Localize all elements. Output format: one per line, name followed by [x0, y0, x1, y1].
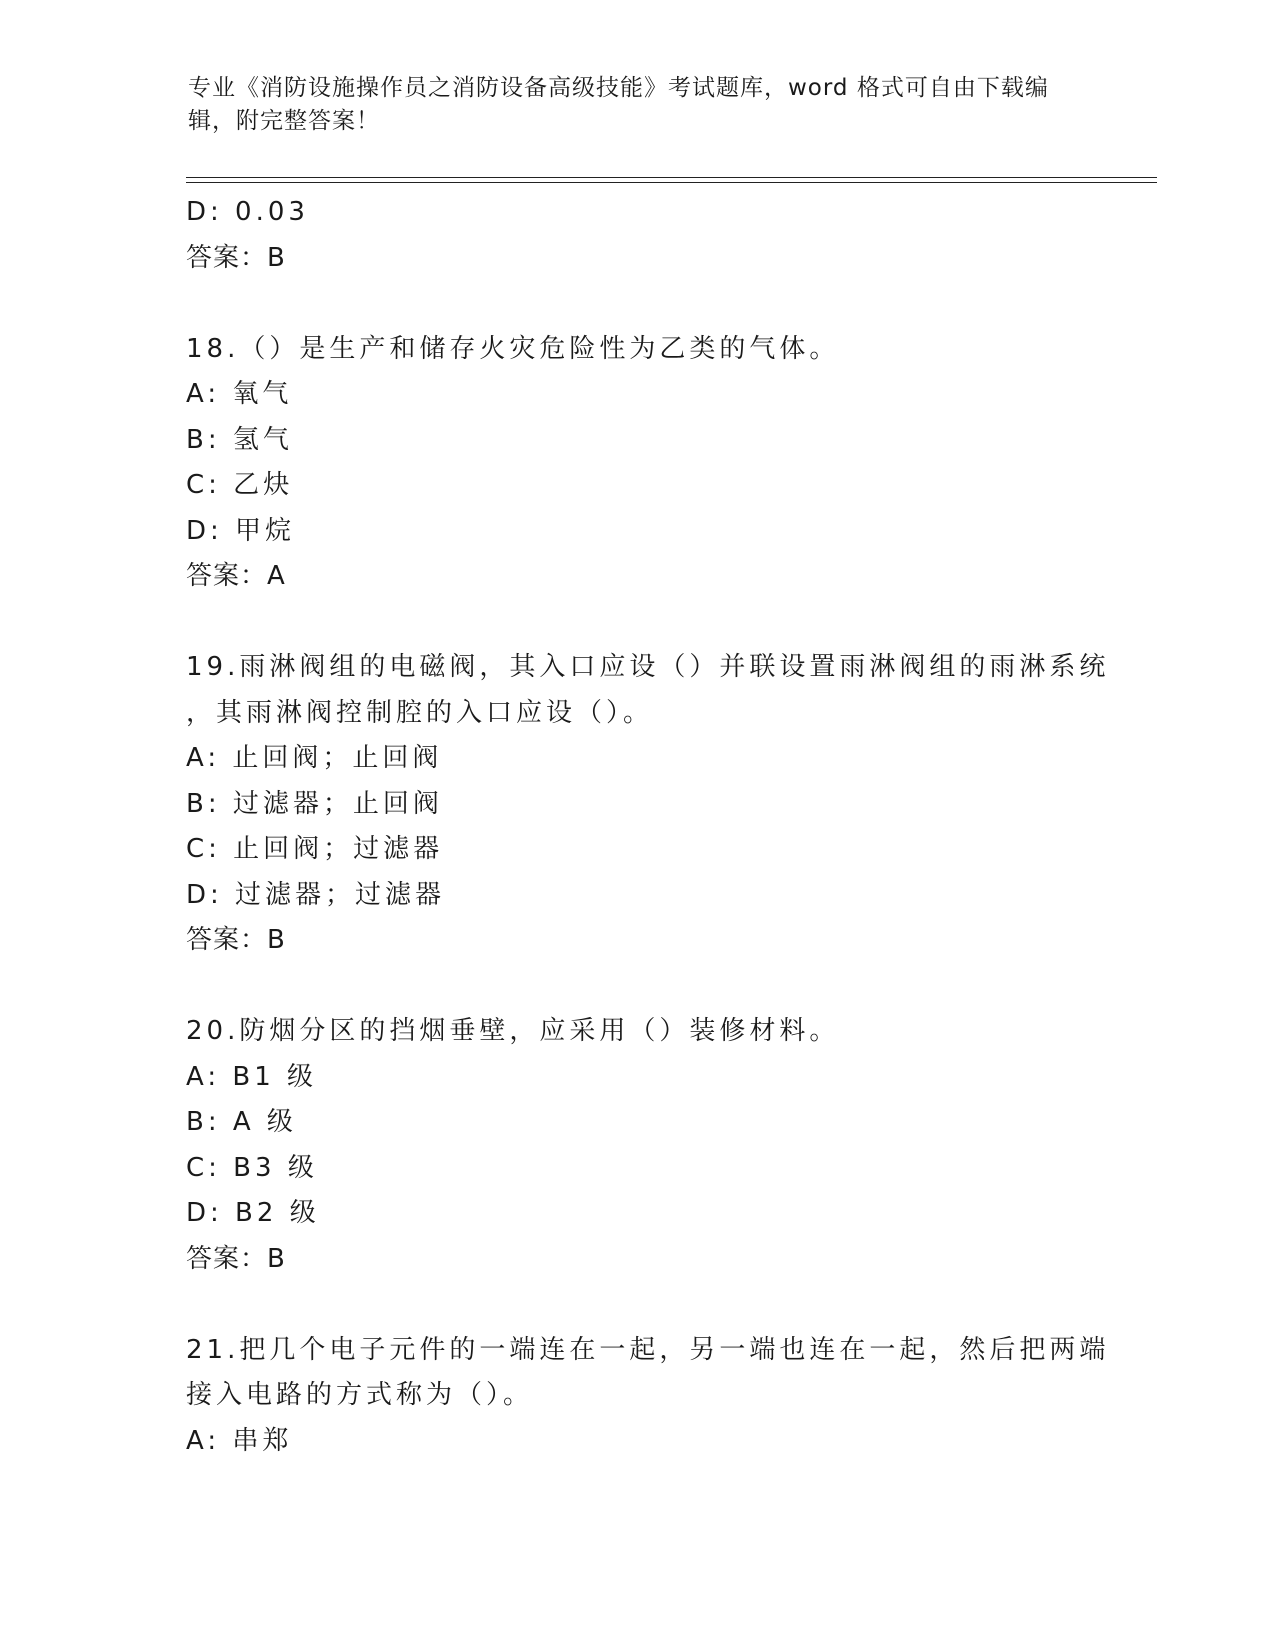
question-text-line-1: 21.把几个电子元件的一端连在一起，另一端也连在一起，然后把两端	[186, 1334, 1110, 1365]
document-header	[188, 72, 1088, 138]
header-line-1: 专业《消防设施操作员之消防设备高级技能》考试题库，word 格式可自由下载编	[188, 75, 1049, 101]
question-list	[186, 190, 1110, 1464]
answer-line: 答案：A	[186, 561, 286, 591]
header-divider-top	[186, 177, 1157, 178]
answer-line: 答案：B	[186, 925, 286, 955]
option-c: C: B3 级	[186, 1152, 318, 1183]
header-line-2: 辑，附完整答案！	[188, 108, 380, 134]
option-b: B: 过滤器；止回阀	[186, 788, 443, 819]
question-text: 18.（）是生产和储存火灾危险性为乙类的气体。	[186, 333, 840, 364]
header-divider-bottom	[186, 182, 1157, 183]
option-c: C: 止回阀；过滤器	[186, 834, 444, 864]
option-a: A: B1 级	[186, 1061, 317, 1092]
question-19	[186, 645, 1110, 964]
option-d: D: 过滤器；过滤器	[186, 879, 446, 910]
question-text-line-2: 接入电路的方式称为（）。	[186, 1380, 534, 1410]
question-21	[186, 1328, 1110, 1465]
option-a: A: 氧气	[186, 379, 293, 409]
answer-line: 答案：B	[186, 242, 286, 273]
answer-line: 答案：B	[186, 1243, 286, 1274]
question-18	[186, 327, 1086, 600]
option-c: C: 乙炔	[186, 470, 294, 500]
option-a: A: 串郑	[186, 1425, 293, 1456]
question-text-line-1: 19.雨淋阀组的电磁阀，其入口应设（）并联设置雨淋阀组的雨淋系统	[186, 652, 1110, 682]
question-text: 20.防烟分区的挡烟垂壁，应采用（）装修材料。	[186, 1016, 840, 1046]
option-b: B: 氢气	[186, 424, 293, 455]
question-text-line-2: ，其雨淋阀控制腔的入口应设（）。	[186, 697, 654, 728]
option-a: A: 止回阀；止回阀	[186, 743, 443, 773]
option-d: D: 0.03	[186, 197, 309, 227]
question-20	[186, 1009, 1086, 1282]
option-b: B: A 级	[186, 1107, 297, 1137]
option-d: D: 甲烷	[186, 515, 296, 546]
option-d: D: B2 级	[186, 1198, 320, 1228]
